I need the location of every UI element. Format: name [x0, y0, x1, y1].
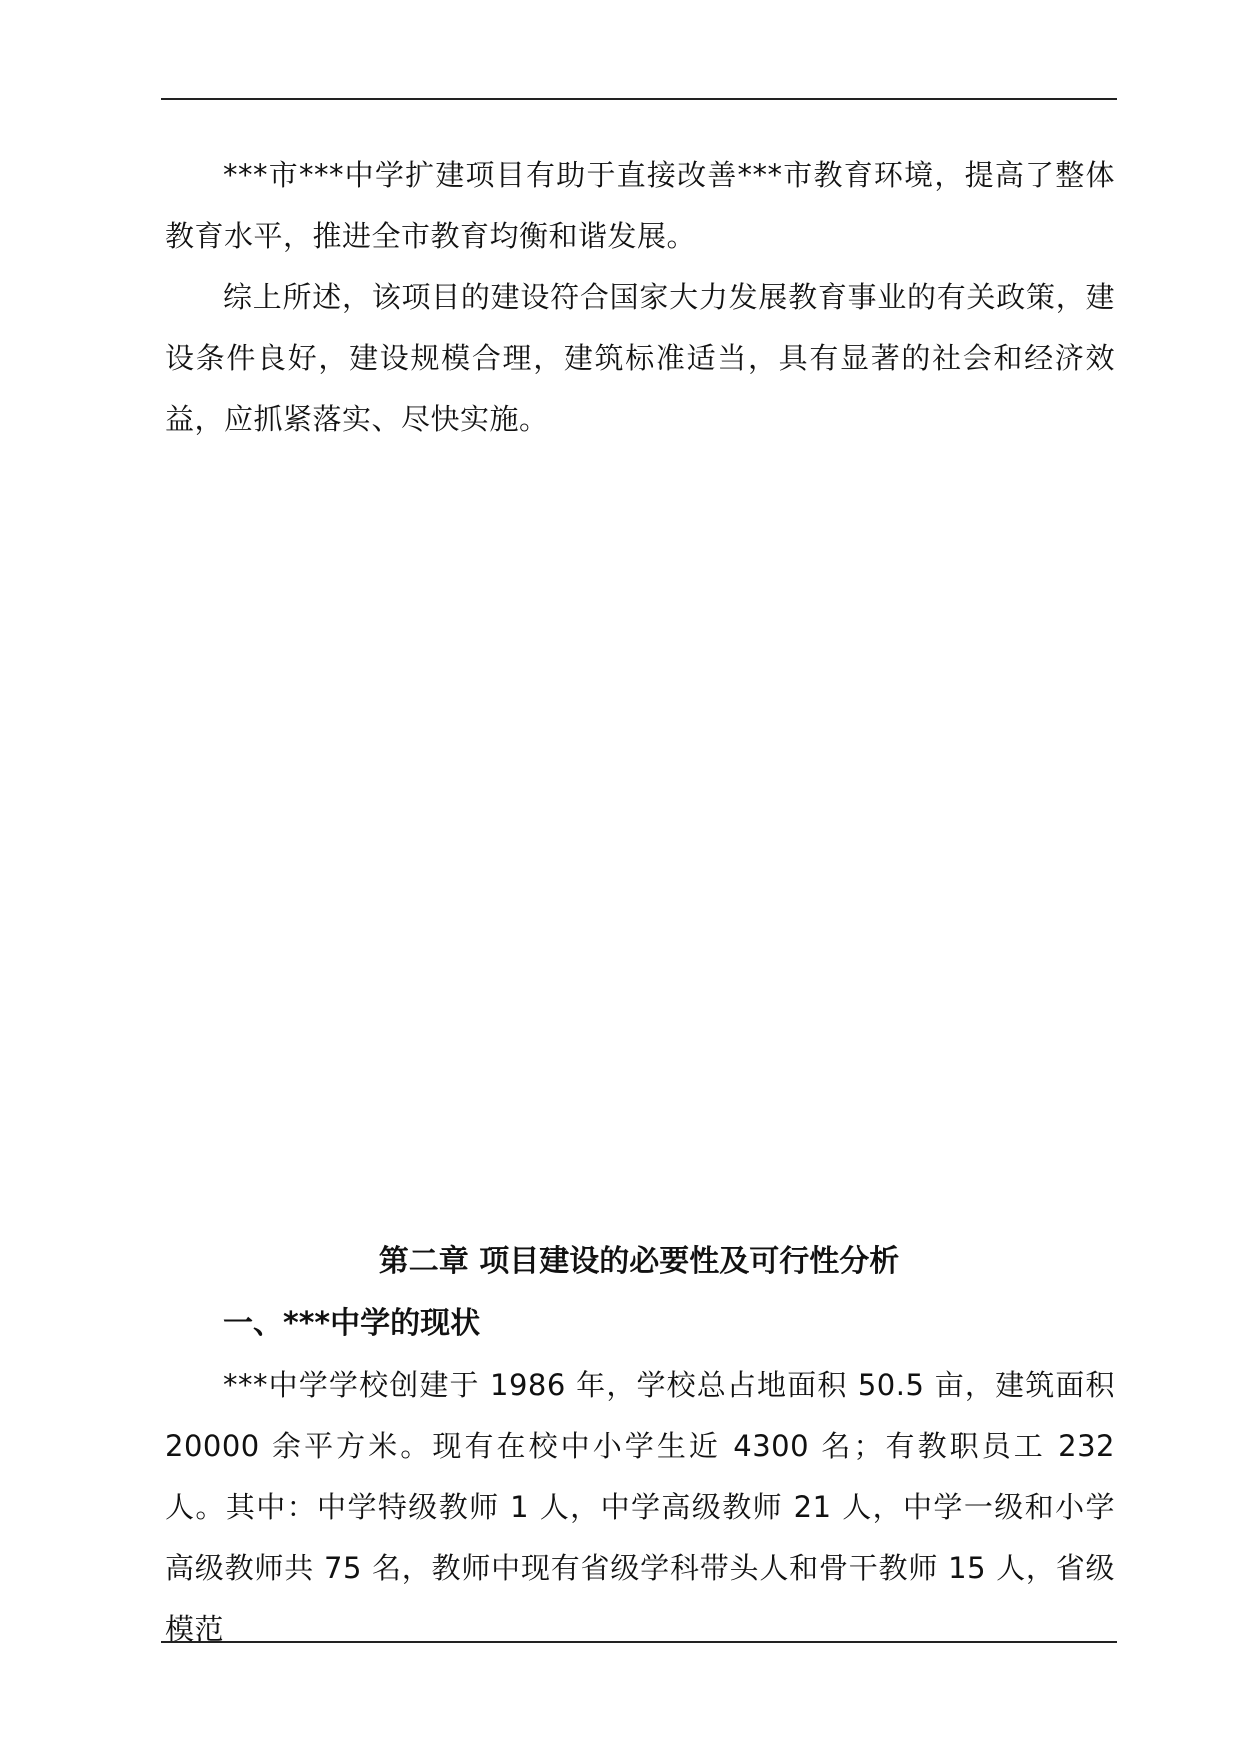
chapter-title: 第二章 项目建设的必要性及可行性分析 — [378, 1244, 900, 1279]
body-text-block — [165, 1355, 1115, 1646]
paragraph-school-status: ***中学学校创建于 1986 年，学校总占地面积 50.5 亩，建筑面积 20000 余平方米。现有在校中小学生近 4300 名；有教职员工 232 人。其中：中学特级教师 1 人，中学高级教师 21 人，中学一级和小学高级教师共 75 名，教师中现有省级学科带头人和骨干教师 15 人，省级模范 — [165, 1368, 1115, 1646]
section-heading: 一、***中学的现状 — [223, 1306, 481, 1341]
footer-rule — [161, 1641, 1117, 1643]
top-text-block — [165, 145, 1115, 450]
paragraph-summary: 综上所述，该项目的建设符合国家大力发展教育事业的有关政策，建设条件良好，建设规模合理，建筑标准适当，具有显著的社会和经济效益，应抓紧落实、尽快实施。 — [165, 280, 1115, 436]
paragraph-expansion-benefit: ***市***中学扩建项目有助于直接改善***市教育环境，提高了整体教育水平，推进全市教育均衡和谐发展。 — [165, 158, 1115, 253]
header-rule — [161, 98, 1117, 100]
